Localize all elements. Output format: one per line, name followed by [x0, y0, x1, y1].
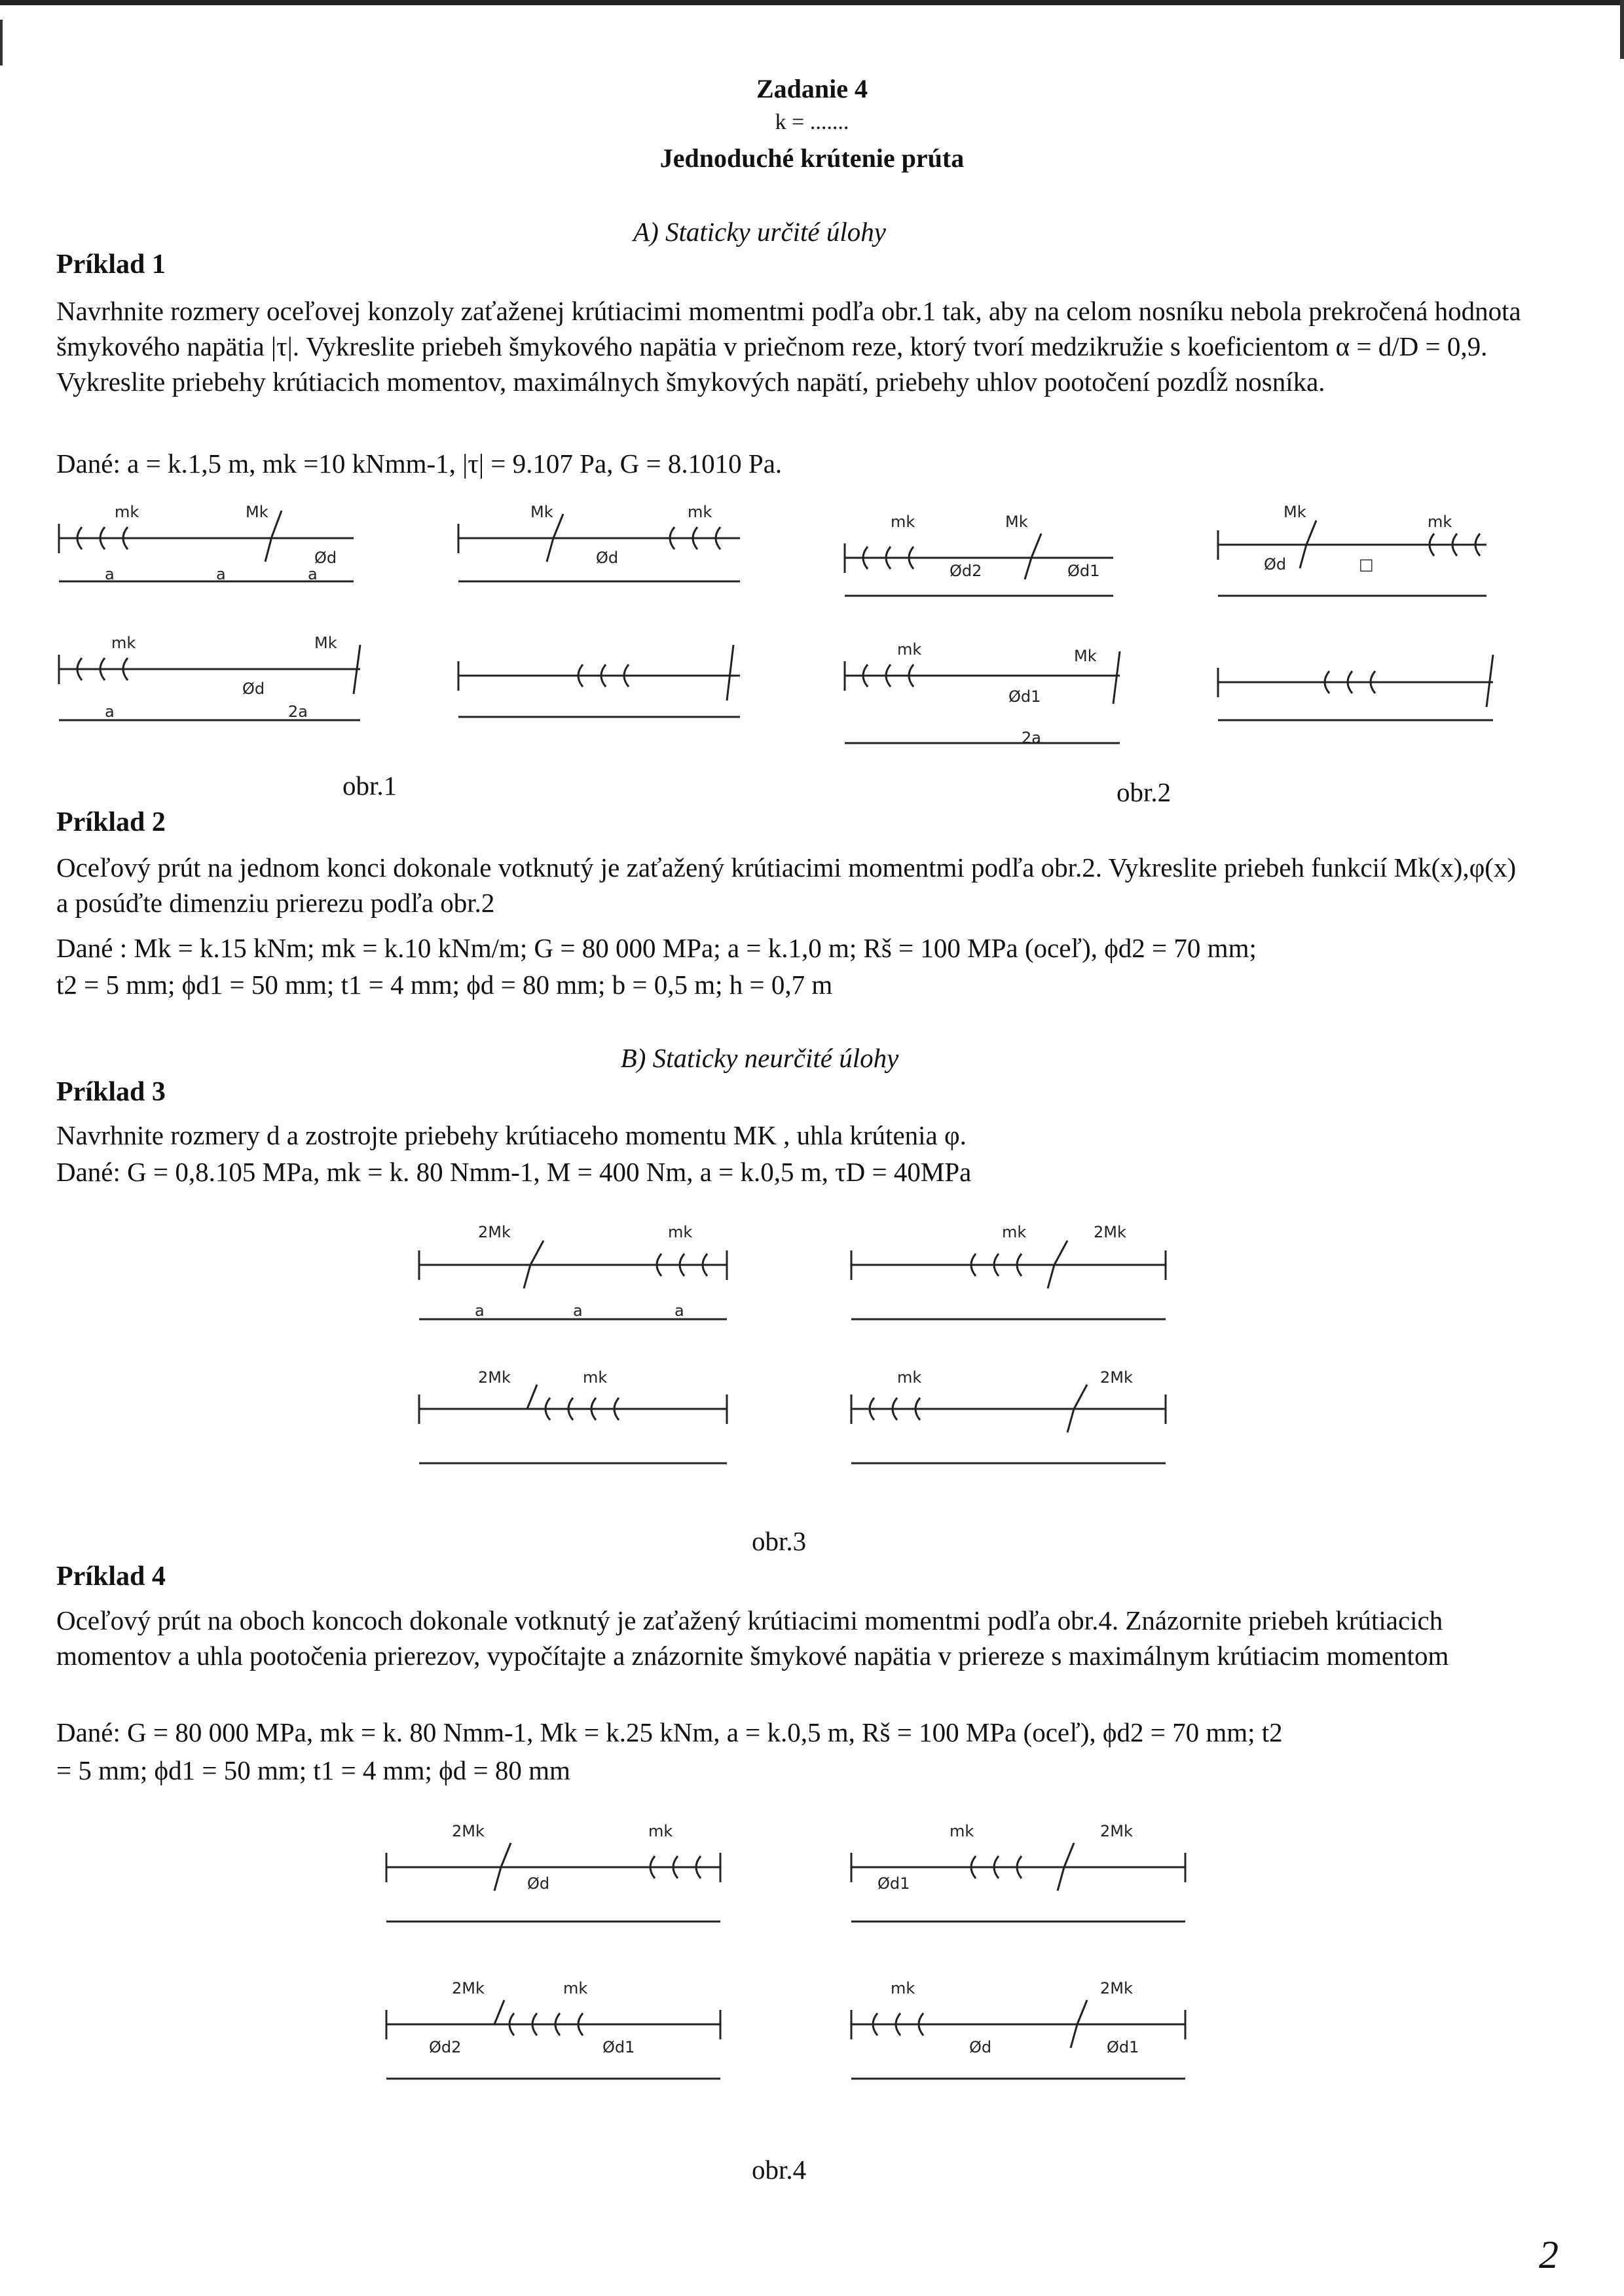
section-a-label: A) Staticky určité úlohy [633, 217, 886, 247]
priklad2-given-line1: Dané : Mk = k.15 kNm; mk = k.10 kNm/m; G = 80 000 MPa; a = k.1,0 m; Rš = 100 MPa (oceľ), ϕd2 = 70 mm; [56, 933, 1257, 963]
diag-label-mk: mk [583, 1368, 608, 1387]
diag-label-2Mk: 2Mk [478, 1223, 511, 1241]
page-title: Zadanie 4 [756, 74, 868, 103]
diag-label-a: a [308, 565, 318, 583]
diag-label-mk: mk [891, 513, 915, 531]
diag-label-phi-d: Ød [527, 1874, 550, 1893]
diag-label-Mk: Mk [1283, 503, 1306, 521]
priklad4-given-line2: = 5 mm; ϕd1 = 50 mm; t1 = 4 mm; ϕd = 80 mm [56, 1755, 570, 1785]
scan-edge-top [0, 0, 1624, 5]
diag-label-phi-d: Ød [596, 549, 619, 567]
diag-label-mk: mk [897, 1368, 922, 1387]
diag-label-a: a [475, 1302, 485, 1320]
diag-label-Mk: Mk [530, 503, 553, 521]
diag-label-phi-d: Ød [969, 2038, 992, 2056]
diag-label-phi-d1: Ød1 [1067, 562, 1100, 580]
diag-label-2Mk: 2Mk [1100, 1979, 1133, 1997]
diag-label-mk: mk [1428, 513, 1452, 531]
caption-obr2: obr.2 [1116, 777, 1172, 807]
priklad1-heading: Príklad 1 [56, 249, 166, 280]
diag-label-a: a [105, 565, 115, 583]
diag-label-2Mk: 2Mk [478, 1368, 511, 1387]
section-b-label: B) Staticky neurčité úlohy [620, 1043, 899, 1073]
diag-label-phi-d1: Ød1 [1107, 2038, 1139, 2056]
beam-diagrams-set-4 [380, 1807, 1218, 2134]
caption-obr3: obr.3 [752, 1526, 807, 1556]
scan-edge-left [0, 20, 3, 65]
priklad2-text: Oceľový prút na jednom konci dokonale votknutý je zaťažený krútiacimi momentmi podľa obr.2. Vykreslite priebeh funkcií Mk(x),φ(x) a posúďte dimenziu prierezu podľa obr.2 [56, 852, 1517, 918]
diag-label-Mk: Mk [1074, 647, 1097, 665]
diag-label-2Mk: 2Mk [1100, 1822, 1133, 1840]
priklad4-text: Oceľový prút na oboch koncoch dokonale votknutý je zaťažený krútiacimi momentmi podľa obr.4. Znázornite priebeh krútiacich momentov a uhla pootočenia prierezov, vypočítajte a znázornite šmykové napätia v priereze s maximálnym krútiacim momentom [56, 1605, 1449, 1671]
diag-label-phi-d1: Ød1 [877, 1874, 910, 1893]
priklad1-text: Navrhnite rozmery oceľovej konzoly zaťaženej krútiacimi momentmi podľa obr.1 tak, aby na celom nosníku nebola prekročená hodnota šmykového napätia |τ|. Vykreslite priebeh šmykového napätia v priečnom reze, ktorý tvorí medzikružie s koeficientom α = d/D = 0,9. Vykreslite priebehy krútiacich momentov, maximálnych šmykových napätí, priebehy uhlov pootočení pozdĺž nosníka. [56, 296, 1521, 397]
diag-label-a: a [216, 565, 226, 583]
diag-label-mk: mk [688, 503, 712, 521]
diag-label-Mk: Mk [314, 634, 337, 652]
diag-label-phi-d2: Ød2 [429, 2038, 462, 2056]
diag-label-phi-d1: Ød1 [602, 2038, 635, 2056]
diag-label-2Mk: 2Mk [452, 1979, 485, 1997]
priklad1-given: Dané: a = k.1,5 m, mk =10 kNmm-1, |τ| = 9.107 Pa, G = 8.1010 Pa. [56, 448, 783, 479]
diag-label-mk: mk [668, 1223, 693, 1241]
diag-label-phi-d: Ød [242, 680, 265, 698]
priklad3-heading: Príklad 3 [56, 1077, 166, 1107]
diag-label-mk: mk [111, 634, 136, 652]
diag-label-a: a [674, 1302, 684, 1320]
figure-obr1-obr2 [46, 498, 1552, 763]
beam-diagrams-set-3 [413, 1211, 1198, 1506]
beam-diagrams-set-1 [46, 498, 1552, 759]
priklad4-given-line1: Dané: G = 80 000 MPa, mk = k. 80 Nmm-1, Mk = k.25 kNm, a = k.0,5 m, Rš = 100 MPa (oceľ), ϕd2 = 70 mm; t2 [56, 1717, 1283, 1747]
diag-label-2Mk: 2Mk [452, 1822, 485, 1840]
diag-label-mk: mk [950, 1822, 974, 1840]
priklad4-heading: Príklad 4 [56, 1561, 166, 1592]
diag-label-a: a [573, 1302, 583, 1320]
diag-label-2Mk: 2Mk [1094, 1223, 1126, 1241]
diag-label-phi-d: Ød [1264, 555, 1287, 574]
diag-label-mk: mk [563, 1979, 588, 1997]
caption-obr4: obr.4 [752, 2155, 807, 2185]
diag-label-mk: mk [1002, 1223, 1027, 1241]
page-subtitle: Jednoduché krútenie prúta [659, 143, 965, 173]
diag-label-Mk: Mk [246, 503, 268, 521]
diag-label-phi-d2: Ød2 [950, 562, 982, 580]
diag-label-mk: mk [115, 503, 139, 521]
diag-label-2a: 2a [288, 702, 308, 721]
scan-edge-right [1620, 0, 1624, 59]
priklad3-text: Navrhnite rozmery d a zostrojte priebehy krútiaceho momentu MK , uhla krútenia φ. [56, 1120, 967, 1150]
priklad2-given-line2: t2 = 5 mm; ϕd1 = 50 mm; t1 = 4 mm; ϕd = 80 mm; b = 0,5 m; h = 0,7 m [56, 970, 833, 1000]
diag-label-a: a [105, 702, 115, 721]
diag-label-phi-d1: Ød1 [1008, 687, 1041, 706]
priklad3-given: Dané: G = 0,8.105 MPa, mk = k. 80 Nmm-1, M = 400 Nm, a = k.0,5 m, τD = 40MPa [56, 1157, 972, 1187]
page-number: 2 [1539, 2233, 1559, 2276]
diag-label-square: □ [1359, 555, 1374, 574]
diag-label-2a: 2a [1022, 729, 1041, 747]
diag-label-phi-d: Ød [314, 549, 337, 567]
priklad2-heading: Príklad 2 [56, 807, 166, 837]
k-line: k = ....... [775, 110, 849, 134]
diag-label-mk: mk [891, 1979, 915, 1997]
diag-label-Mk: Mk [1005, 513, 1028, 531]
diag-label-2Mk: 2Mk [1100, 1368, 1133, 1387]
diag-label-mk: mk [897, 640, 922, 659]
figure-obr3 [413, 1211, 1198, 1509]
caption-obr1: obr.1 [342, 771, 397, 801]
figure-obr4 [380, 1807, 1218, 2138]
diag-label-mk: mk [648, 1822, 673, 1840]
